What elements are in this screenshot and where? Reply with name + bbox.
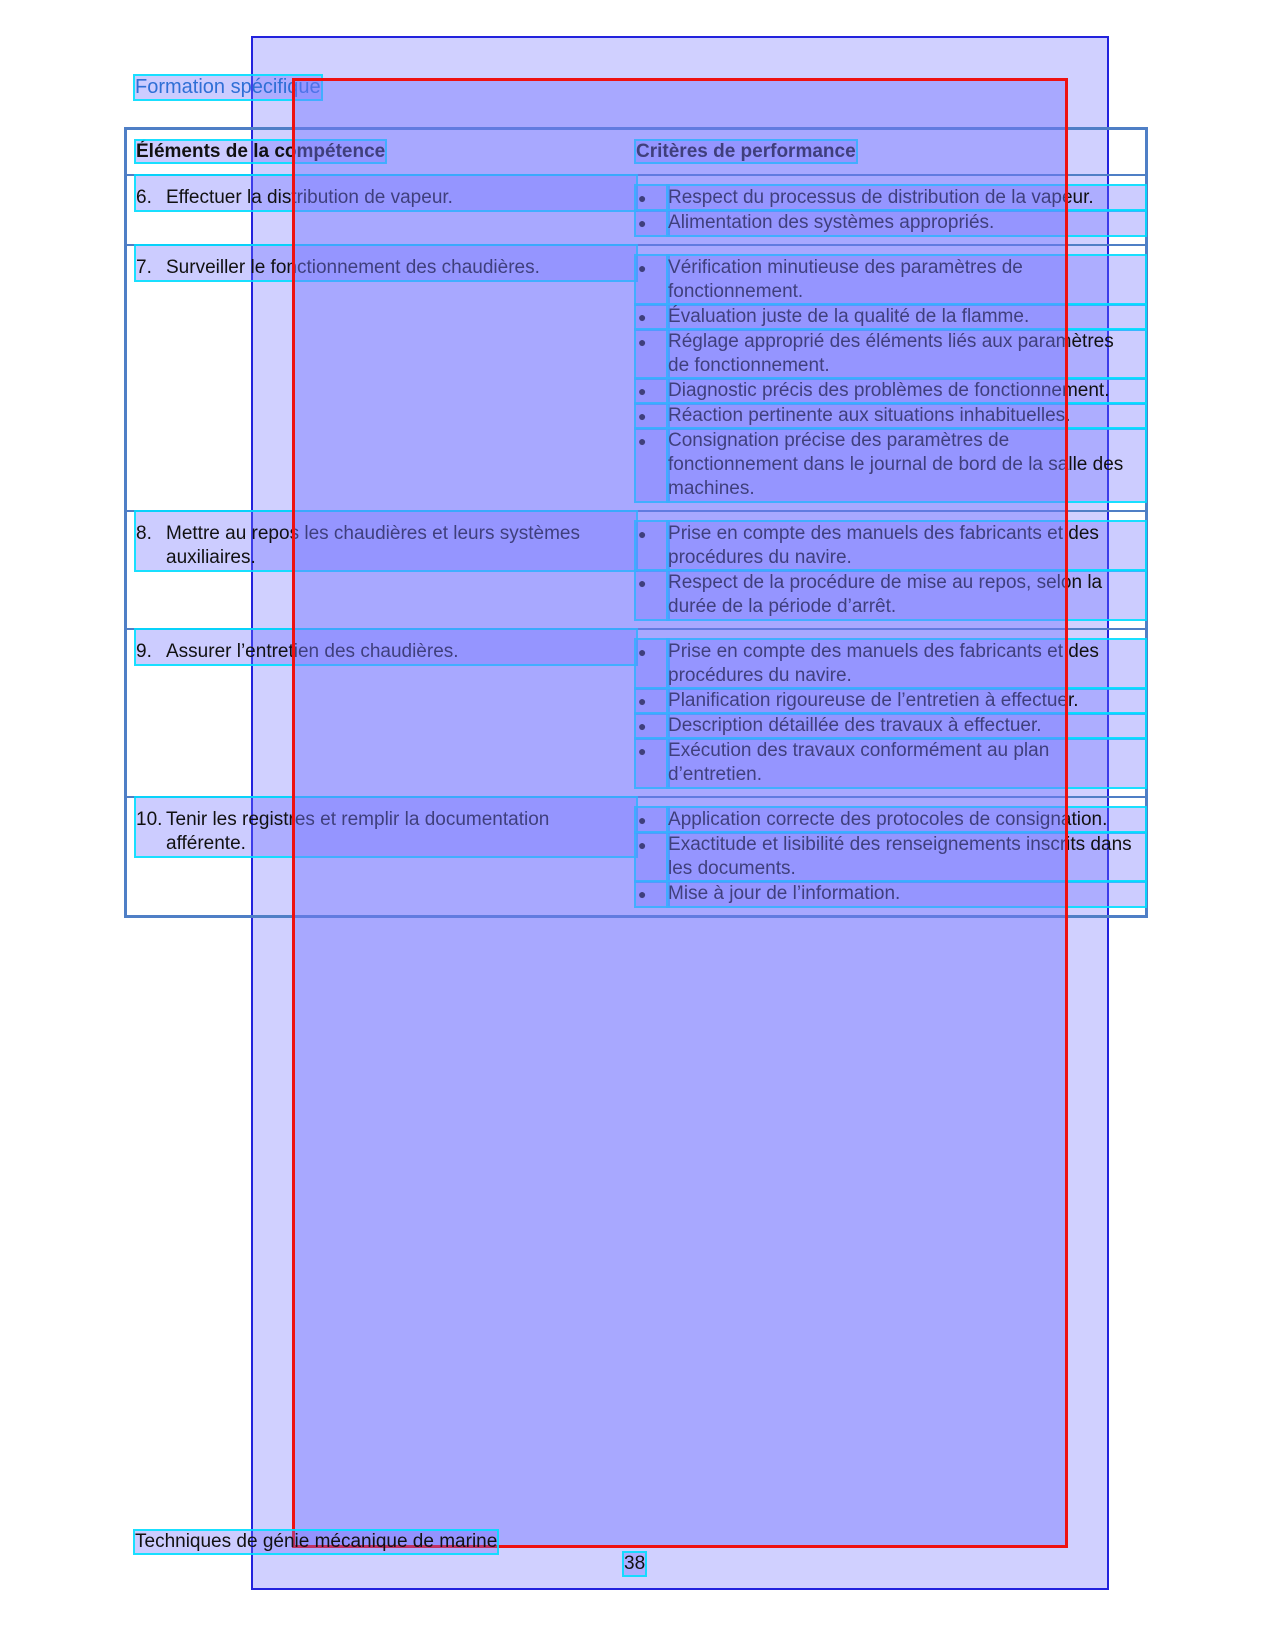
element-number: 8. [136, 523, 152, 544]
bullet-icon: ● [636, 256, 668, 304]
criterion-text: Prise en compte des manuels des fabricants et des procédures du navire. [668, 640, 1145, 688]
criterion-text: Respect du processus de distribution de la vapeur. [668, 186, 1145, 210]
criterion-text: Réglage approprié des éléments liés aux paramètres de fonctionnement. [668, 330, 1145, 378]
bullet-icon: ● [636, 429, 668, 501]
bullet-icon: ● [636, 882, 668, 906]
criterion-text: Planification rigoureuse de l’entretien à effectuer. [668, 689, 1145, 713]
criterion-text: Application correcte des protocoles de consignation. [668, 808, 1145, 832]
bullet-icon: ● [636, 689, 668, 713]
element-text: Assurer l’entretien des chaudières. [166, 641, 459, 662]
bullet-icon: ● [636, 305, 668, 329]
criterion-text: Diagnostic précis des problèmes de fonctionnement. [668, 379, 1145, 403]
column-header-elements: Éléments de la compétence [136, 141, 386, 162]
criterion-text: Réaction pertinente aux situations inhabituelles. [668, 404, 1145, 428]
bullet-icon: ● [636, 330, 668, 378]
element-number: 10. [136, 809, 163, 830]
element-text: Tenir les registres et remplir la documentation afférente. [166, 809, 550, 854]
bullet-icon: ● [636, 833, 668, 881]
criterion-text: Mise à jour de l’information. [668, 882, 1145, 906]
element-number: 6. [136, 187, 152, 208]
criterion-text: Respect de la procédure de mise au repos, selon la durée de la période d’arrêt. [668, 571, 1145, 619]
criterion-text: Exécution des travaux conformément au plan d’entretien. [668, 739, 1145, 787]
bullet-icon: ● [636, 186, 668, 210]
bullet-icon: ● [636, 739, 668, 787]
bullet-icon: ● [636, 808, 668, 832]
footer-program: Techniques de génie mécanique de marine [135, 1531, 498, 1552]
criterion-text: Vérification minutieuse des paramètres de fonctionnement. [668, 256, 1145, 304]
column-header-criteria: Critères de performance [636, 141, 856, 162]
criterion-text: Exactitude et lisibilité des renseignements inscrits dans les documents. [668, 833, 1145, 881]
bullet-icon: ● [636, 571, 668, 619]
element-text: Effectuer la distribution de vapeur. [166, 187, 453, 208]
bullet-icon: ● [636, 379, 668, 403]
bullet-icon: ● [636, 211, 668, 235]
bullet-icon: ● [636, 640, 668, 688]
bullet-icon: ● [636, 404, 668, 428]
criterion-text: Description détaillée des travaux à effectuer. [668, 714, 1145, 738]
element-text: Surveiller le fonctionnement des chaudières. [166, 257, 540, 278]
page-number: 38 [624, 1553, 646, 1574]
element-text: Mettre au repos les chaudières et leurs systèmes auxiliaires. [166, 523, 580, 568]
criterion-text: Consignation précise des paramètres de fonctionnement dans le journal de bord de la salle des machines. [668, 429, 1145, 501]
section-title: Formation spécifique [135, 76, 321, 98]
criterion-text: Alimentation des systèmes appropriés. [668, 211, 1145, 235]
element-number: 7. [136, 257, 152, 278]
element-number: 9. [136, 641, 152, 662]
overlay-region-inner [292, 78, 1068, 1548]
bullet-icon: ● [636, 714, 668, 738]
bullet-icon: ● [636, 522, 668, 570]
criterion-text: Prise en compte des manuels des fabricants et des procédures du navire. [668, 522, 1145, 570]
criterion-text: Évaluation juste de la qualité de la flamme. [668, 305, 1145, 329]
